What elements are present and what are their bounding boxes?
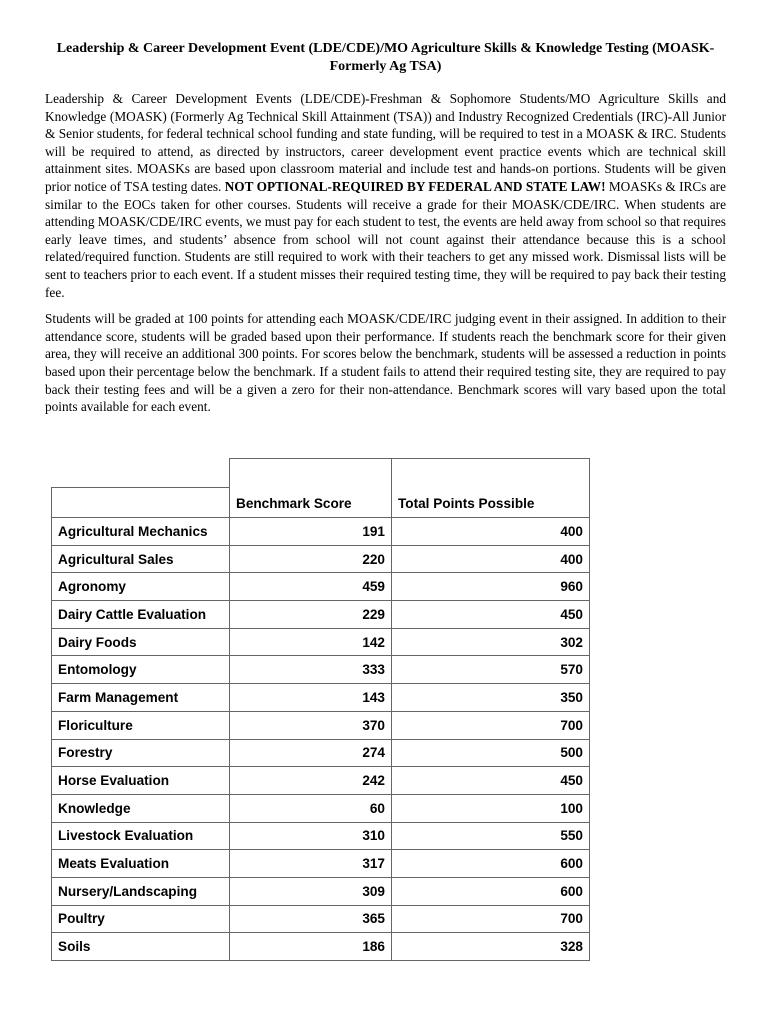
- total-points: 302: [392, 628, 590, 656]
- table-row: [52, 850, 590, 878]
- event-name: Agronomy: [52, 573, 230, 601]
- event-name: Soils: [52, 933, 230, 961]
- benchmark-score: 370: [230, 711, 392, 739]
- header-benchmark-score: Benchmark Score: [230, 488, 392, 518]
- total-points: 570: [392, 656, 590, 684]
- benchmark-score: 143: [230, 684, 392, 712]
- event-name: Agricultural Mechanics: [52, 518, 230, 546]
- event-name: Nursery/Landscaping: [52, 877, 230, 905]
- total-points: 600: [392, 850, 590, 878]
- table-row: [52, 684, 590, 712]
- benchmark-score: 274: [230, 739, 392, 767]
- benchmark-score: 459: [230, 573, 392, 601]
- event-name: Horse Evaluation: [52, 767, 230, 795]
- event-name: Meats Evaluation: [52, 850, 230, 878]
- event-name: Entomology: [52, 656, 230, 684]
- table-row: [52, 518, 590, 546]
- table-row: [52, 711, 590, 739]
- event-name: Agricultural Sales: [52, 545, 230, 573]
- total-points: 450: [392, 767, 590, 795]
- required-notice: NOT OPTIONAL-REQUIRED BY FEDERAL AND STATE LAW!: [224, 178, 606, 194]
- table-row: [52, 628, 590, 656]
- event-name: Floriculture: [52, 711, 230, 739]
- benchmark-score: 309: [230, 877, 392, 905]
- benchmark-score: 365: [230, 905, 392, 933]
- table-header-spacer: [52, 459, 590, 488]
- table-row: [52, 545, 590, 573]
- paragraph1-text-b: MOASKs & IRCs are similar to the EOCs taken for other courses. Students will receive a grade for their MOASK/CDE/IRC. When students are attending MOASK/CDE/IRC events, we must pay for each student to test, the events are held away from school so that requires early leave times, and students’ absence from school will not count against their attendance because this is a school related/required function. Students are still required to work with their teachers to get any missed work. Dismissal lists will be sent to teachers prior to each event. If a student misses their required testing time, they will be required to pay back their testing fee.: [45, 178, 726, 300]
- benchmark-score: 60: [230, 794, 392, 822]
- event-name: Knowledge: [52, 794, 230, 822]
- total-points: 400: [392, 545, 590, 573]
- table-row: [52, 933, 590, 961]
- benchmark-table: [51, 458, 590, 961]
- total-points: 550: [392, 822, 590, 850]
- benchmark-score: 191: [230, 518, 392, 546]
- benchmark-score: 142: [230, 628, 392, 656]
- benchmark-score: 333: [230, 656, 392, 684]
- header-event: [52, 488, 230, 518]
- table-row: [52, 794, 590, 822]
- paragraph-testing-requirements: [45, 90, 726, 301]
- table-row: [52, 601, 590, 629]
- total-points: 960: [392, 573, 590, 601]
- total-points: 700: [392, 905, 590, 933]
- total-points: 350: [392, 684, 590, 712]
- event-name: Poultry: [52, 905, 230, 933]
- benchmark-score: 310: [230, 822, 392, 850]
- table-row: [52, 877, 590, 905]
- table-row: [52, 905, 590, 933]
- table-row: [52, 573, 590, 601]
- table-row: [52, 822, 590, 850]
- total-points: 400: [392, 518, 590, 546]
- paragraph-grading: Students will be graded at 100 points for attending each MOASK/CDE/IRC judging event in their assigned. In addition to their attendance score, students will be graded based upon their performance. If students reach the benchmark score for their given area, they will receive an additional 300 points. For scores below the benchmark, students will be assessed a reduction in points based upon their percentage below the benchmark. If a student fails to attend their required testing site, they are required to pay back their testing fees and will be a given a zero for their non-attendance. Benchmark scores will vary based upon the total points available for each event.: [45, 311, 726, 415]
- table-row: [52, 767, 590, 795]
- table-header-row: [52, 488, 590, 518]
- benchmark-score: 229: [230, 601, 392, 629]
- event-name: Dairy Foods: [52, 628, 230, 656]
- header-total-points: Total Points Possible: [392, 488, 590, 518]
- event-name: Livestock Evaluation: [52, 822, 230, 850]
- event-name: Farm Management: [52, 684, 230, 712]
- document-page: [45, 40, 726, 425]
- benchmark-score: 317: [230, 850, 392, 878]
- benchmark-score: 186: [230, 933, 392, 961]
- total-points: 450: [392, 601, 590, 629]
- table-row: [52, 656, 590, 684]
- total-points: 500: [392, 739, 590, 767]
- table-row: [52, 739, 590, 767]
- paragraph1-text-a: Leadership & Career Development Events (LDE/CDE)-Freshman & Sophomore Students/MO Agriculture Skills and Knowledge (MOASK) (Formerly Ag Technical Skill Attainment (TSA)) and Industry Recognized Credentials (IRC)-All Junior & Senior students, for federal technical school funding and state funding, will be required to test in a MOASK & IRC. Students will be required to attend, as directed by instructors, career development event practice events which are technical skill attainment sites. MOASKs are based upon classroom material and include test and hands-on portions. Students will be given prior notice of TSA testing dates.: [45, 91, 726, 194]
- total-points: 328: [392, 933, 590, 961]
- total-points: 600: [392, 877, 590, 905]
- event-name: Dairy Cattle Evaluation: [52, 601, 230, 629]
- total-points: 700: [392, 711, 590, 739]
- event-name: Forestry: [52, 739, 230, 767]
- benchmark-score: 220: [230, 545, 392, 573]
- document-title: Leadership & Career Development Event (LDE/CDE)/MO Agriculture Skills & Knowledge Testing (MOASK-Formerly Ag TSA): [56, 41, 715, 74]
- benchmark-score: 242: [230, 767, 392, 795]
- total-points: 100: [392, 794, 590, 822]
